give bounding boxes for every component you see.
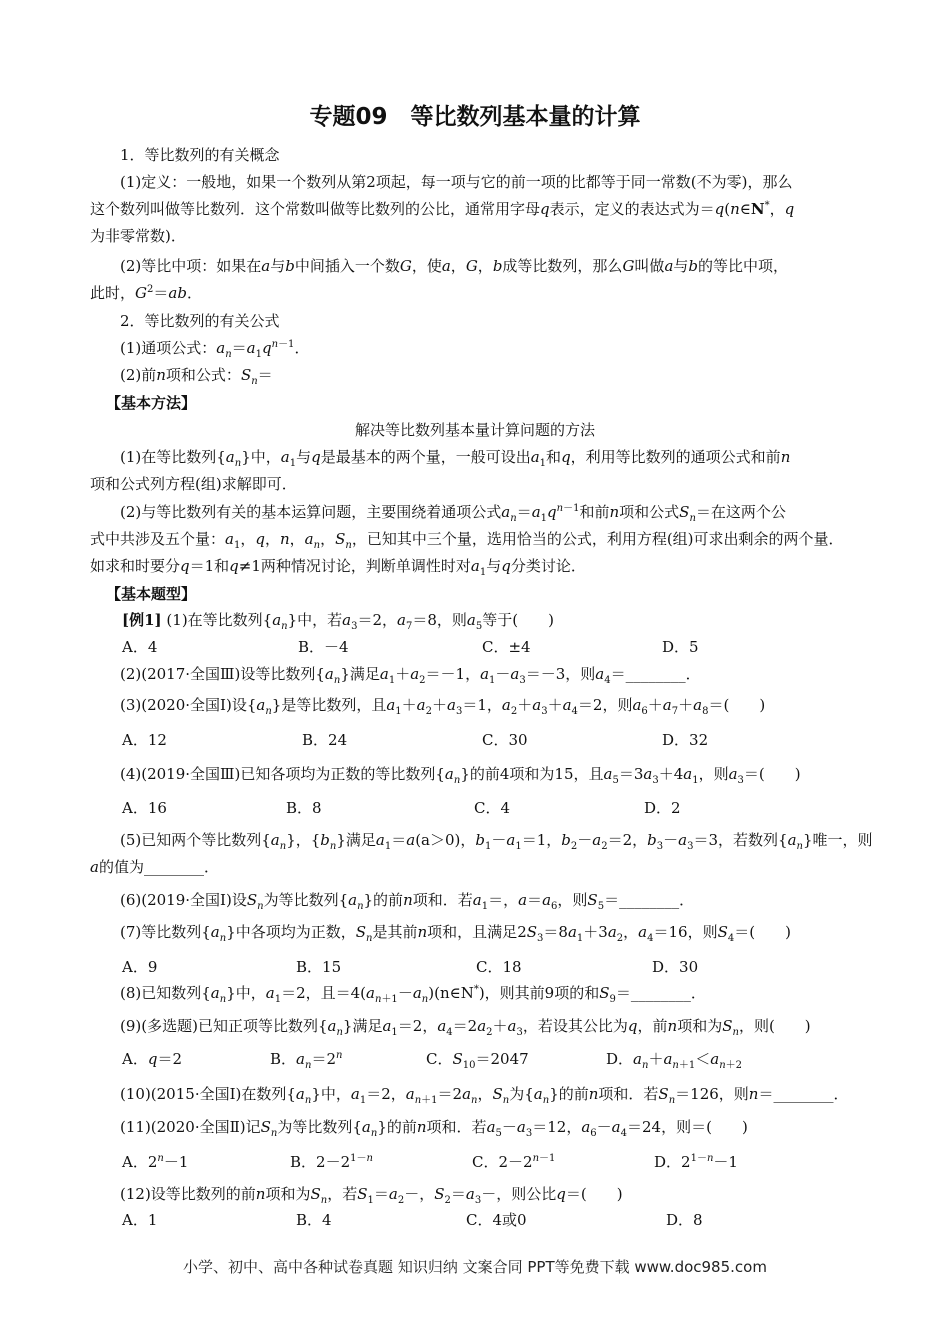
option-b: B．$a_n=2^n$: [270, 1050, 343, 1071]
option-c: C．30: [482, 731, 528, 749]
option-d: D．30: [652, 958, 699, 976]
option-b: B．24: [302, 731, 348, 749]
definition-line-2: 这个数列叫做等比数列．这个常数叫做等比数列的公比，通常用字母q表示，定义的表达式为＝q(n∈N*，q: [90, 200, 795, 218]
question-9: (9)(多选题)已知正项等比数列$\{a_n\}$满足$a_1=2$，$a_4=2a_2+a_3$，若设其公比为q，前n项和为$S_n$，则( ): [120, 1017, 811, 1038]
option-c: C．4: [474, 799, 511, 817]
option-c: C．18: [476, 958, 522, 976]
option-c: C．$S_{10}=2047$: [426, 1050, 529, 1071]
geometric-mean-line-1: (2)等比中项：如果在a与b中间插入一个数G，使a，G，b成等比数列，那么G叫做a与b的等比中项，: [120, 257, 789, 275]
basic-types-heading: 【基本题型】: [106, 585, 197, 603]
option-b: B．15: [296, 958, 342, 976]
option-a: A．9: [122, 958, 158, 976]
question-2: (2)(2017·全国Ⅲ)设等比数列$\{a_n\}$满足$a_1+a_2=-1$，$a_1-a_3=-3$，则$a_4=\_\_\_\_\_\_\_\_$．: [120, 665, 701, 686]
question-5-line-2: a的值为________．: [90, 858, 219, 876]
option-b: B．－4: [298, 638, 349, 656]
question-11: (11)(2020·全国Ⅱ)记$S_n$为等比数列$\{a_n\}$的前n项和．若$a_5-a_3=12$，$a_6-a_4=24$，则＝( ): [120, 1118, 748, 1139]
option-d: D．$a_n+a_{n+1}<a_{n+2}$: [606, 1050, 743, 1071]
method-1-line-1: (1)在等比数列$\{a_n\}$中，$a_1$与q是最基本的两个量，一般可设出$a_1$和q，利用等比数列的通项公式和前n: [120, 448, 791, 469]
question-7: (7)等比数列$\{a_n\}$中各项均为正数，$S_n$是其前n项和，且满足$2S_3=8a_1+3a_2$，$a_4=16$，则$S_4=$( ): [120, 923, 791, 944]
question-10: (10)(2015·全国Ⅰ)在数列$\{a_n\}$中，$a_1=2$，$a_{n+1}=2a_n$，$S_n$为$\{a_n\}$的前n项和．若$S_n=126$，则n＝________．: [120, 1085, 849, 1106]
question-4: (4)(2019·全国Ⅲ)已知各项均为正数的等比数列$\{a_n\}$的前4项和为15，且$a_5=3a_3+4a_1$，则$a_3=$( ): [120, 765, 801, 786]
option-d: D．32: [662, 731, 709, 749]
question-6: (6)(2019·全国Ⅰ)设$S_n$为等比数列$\{a_n\}$的前n项和．若$a_1=$，$a=a_6$，则$S_5=\_\_\_\_\_\_\_\_$．: [120, 891, 695, 912]
geometric-mean-line-2: 此时，$G^2=ab$．: [90, 284, 202, 302]
option-d: D．2: [644, 799, 681, 817]
option-b: B．$2-2^{1-n}$: [290, 1153, 373, 1171]
sum-formula: (2)前n项和公式：$S_n=$: [120, 366, 273, 387]
definition-line-1: (1)定义：一般地，如果一个数列从第2项起，每一项与它的前一项的比都等于同一常数(不为零)，那么: [120, 173, 793, 191]
question-3: (3)(2020·全国Ⅰ)设$\{a_n\}$是等比数列，且$a_1+a_2+a_3=1$，$a_2+a_3+a_4=2$，则$a_6+a_7+a_8=$( ): [120, 696, 766, 717]
option-c: C．±4: [482, 638, 531, 656]
option-c: C．$2-2^{n-1}$: [472, 1153, 556, 1171]
question-12: (12)设等比数列的前n项和为$S_n$，若$S_1=a_2-$，$S_2=a_3-$，则公比q＝( ): [120, 1185, 623, 1206]
method-2-line-3: 如求和时要分q＝1和q≠1两种情况讨论，判断单调性时对$a_1$与q分类讨论．: [90, 557, 586, 578]
option-d: D．$2^{1-n}-1$: [654, 1153, 738, 1171]
method-1-line-2: 项和公式列方程(组)求解即可．: [90, 475, 297, 493]
method-2-line-1: (2)与等比数列有关的基本运算问题，主要围绕着通项公式$a_n=a_1q^{n-1}$和前n项和公式$S_n=$在这两个公: [120, 503, 786, 524]
option-d: D．8: [666, 1211, 703, 1229]
general-term-formula: (1)通项公式：$a_n=a_1q^{n-1}$．: [120, 339, 310, 360]
question-1: [例1] (1)在等比数列$\{a_n\}$中，若$a_3=2$，$a_7=8$，则$a_5$等于( ): [122, 611, 554, 632]
method-title: 解决等比数列基本量计算问题的方法: [354, 421, 595, 439]
basic-method-heading: 【基本方法】: [106, 394, 197, 412]
question-8: (8)已知数列$\{a_n\}$中，$a_1=2$，且$=4(a_{n+1}-a_n)(n\in N^*)$，则其前9项的和$S_9=\_\_\_\_\_\_\_\_$．: [120, 984, 706, 1005]
question-5-line-1: (5)已知两个等比数列$\{a_n\}$，$\{b_n\}$满足$a_1=a(a>0)$，$b_1-a_1=1$，$b_2-a_2=2$，$b_3-a_3=3$，若数列$\{a_n\}$唯一，则: [120, 831, 873, 852]
option-b: B．4: [296, 1211, 332, 1229]
definition-line-3: 为非零常数)．: [90, 227, 186, 245]
option-a: A．1: [122, 1211, 158, 1229]
method-2-line-2: 式中共涉及五个量：$a_1$，q，n，$a_n$，$S_n$，已知其中三个量，选用恰当的公式，利用方程(组)可求出剩余的两个量．: [90, 530, 844, 551]
section-1-heading: 1．等比数列的有关概念: [120, 146, 280, 164]
option-a: A．4: [122, 638, 158, 656]
option-b: B．8: [286, 799, 322, 817]
option-c: C．4或0: [466, 1211, 527, 1229]
option-a: A．q＝2: [122, 1050, 182, 1068]
option-a: A．16: [122, 799, 167, 817]
page-footer: 小学、初中、高中各种试卷真题 知识归纳 文案合同 PPT等免费下载 www.doc985.com: [183, 1258, 767, 1276]
option-a: A．$2^n-1$: [122, 1153, 189, 1171]
page-title: 专题09 等比数列基本量的计算: [309, 104, 641, 130]
option-a: A．12: [122, 731, 167, 749]
option-d: D．5: [662, 638, 699, 656]
section-2-heading: 2．等比数列的有关公式: [120, 312, 280, 330]
